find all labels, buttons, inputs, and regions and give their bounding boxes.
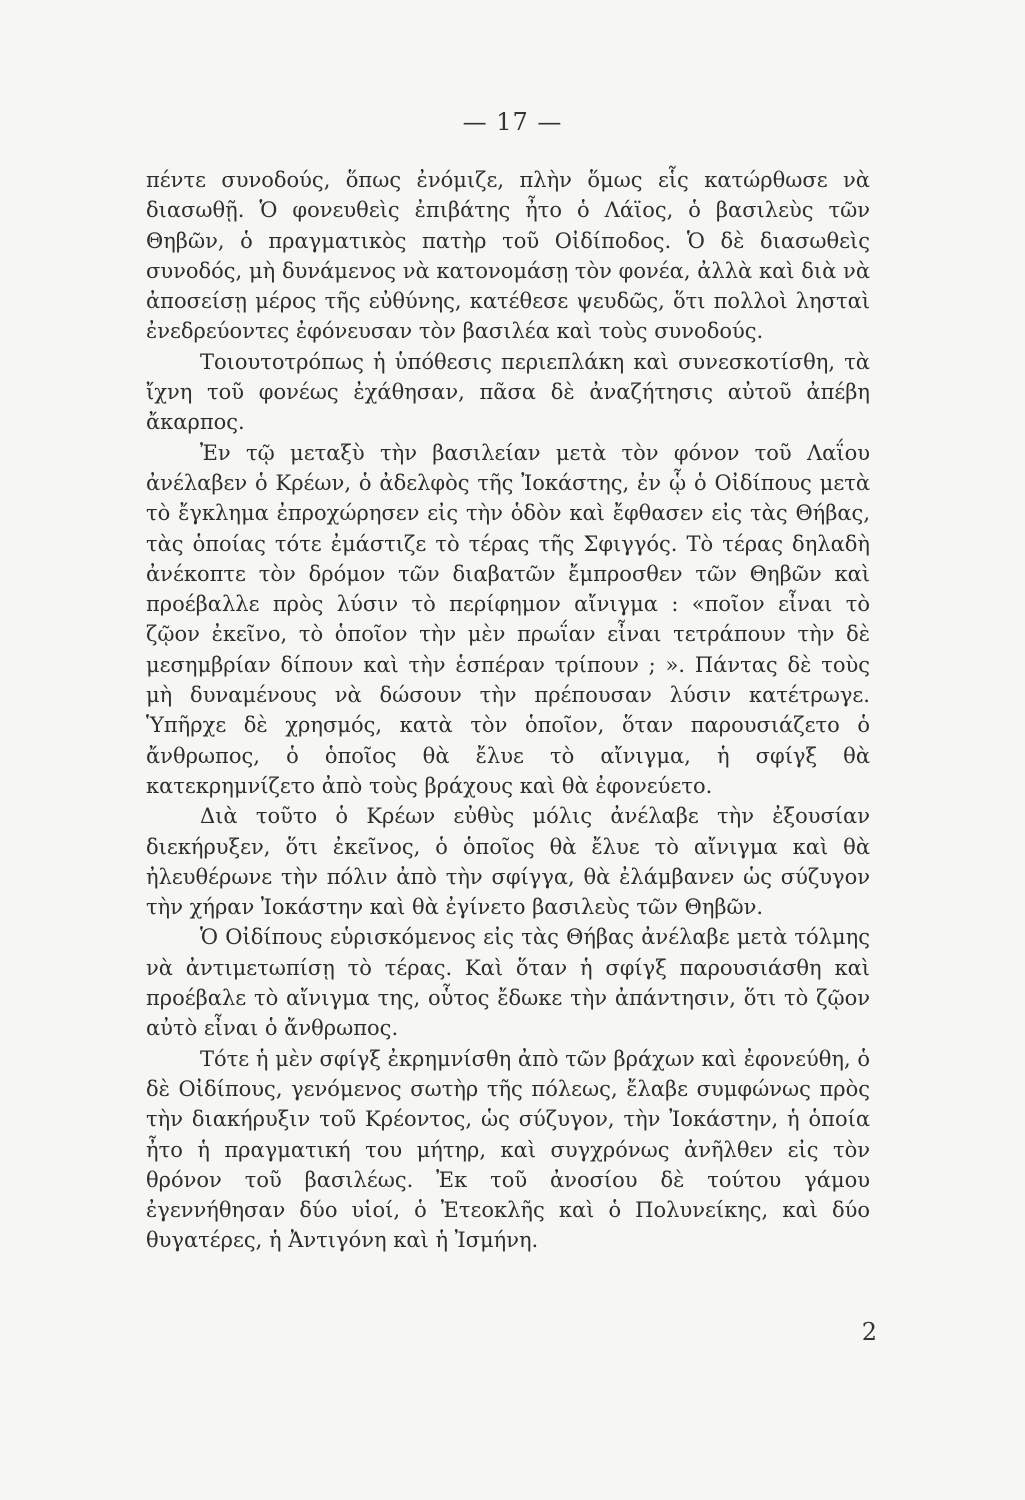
- body-text: [146, 165, 870, 1256]
- paragraph-1: πέντε συνοδούς, ὅπως ἐνόμιζε, πλὴν ὅμως εἷς κατώρθωσε νὰ διασωθῇ. Ὁ φονευθεὶς ἐπιβάτης ἦτο ὁ Λάϊος, ὁ βασιλεὺς τῶν Θηβῶν, ὁ πραγματικὸς πατὴρ τοῦ Οἰδίποδος. Ὁ δὲ διασωθεὶς συνοδός, μὴ δυνάμενος νὰ κατονομάσῃ τὸν φονέα, ἀλλὰ καὶ διὰ νὰ ἀποσείσῃ μέρος τῆς εὐθύνης, κατέθεσε ψευδῶς, ὅτι πολλοὶ λησταὶ ἐνεδρεύοντες ἐφόνευσαν τὸν βασιλέα καὶ τοὺς συνοδούς.: [146, 168, 870, 344]
- paragraph-5: Ὁ Οἰδίπους εὑρισκόμενος εἰς τὰς Θήβας ἀνέλαβε μετὰ τόλμης νὰ ἀντιμετωπίσῃ τὸ τέρας. Καὶ ὅταν ἡ σφίγξ παρουσιάσθη καὶ προέβαλε τὸ αἴνιγμα της, οὗτος ἔδωκε τὴν ἀπάντησιν, ὅτι τὸ ζῷον αὐτὸ εἶναι ὁ ἄνθρωπος.: [146, 925, 870, 1041]
- paragraph-2: Τοιουτοτρόπως ἡ ὑπόθεσις περιεπλάκη καὶ συνεσκοτίσθη, τὰ ἴχνη τοῦ φονέως ἐχάθησαν, πᾶσα δὲ ἀναζήτησις αὐτοῦ ἀπέβη ἄκαρπος.: [146, 349, 870, 435]
- paragraph-4: Διὰ τοῦτο ὁ Κρέων εὐθὺς μόλις ἀνέλαβε τὴν ἐξουσίαν διεκήρυξεν, ὅτι ἐκεῖνος, ὁ ὁποῖος θὰ ἔλυε τὸ αἴνιγμα καὶ θὰ ἠλευθέρωνε τὴν πόλιν ἀπὸ τὴν σφίγγα, θὰ ἐλάμβανεν ὡς σύζυγον τὴν χήραν Ἰοκάστην καὶ θὰ ἐγίνετο βασιλεὺς τῶν Θηβῶν.: [146, 804, 870, 920]
- signature-mark: 2: [861, 1318, 877, 1346]
- paragraph-6: Τότε ἡ μὲν σφίγξ ἐκρημνίσθη ἀπὸ τῶν βράχων καὶ ἐφονεύθη, ὁ δὲ Οἰδίπους, γενόμενος σωτὴρ τῆς πόλεως, ἔλαβε συμφώνως πρὸς τὴν διακήρυξιν τοῦ Κρέοντος, ὡς σύζυγον, τὴν Ἰοκάστην, ἡ ὁποία ἦτο ἡ πραγματική του μήτηρ, καὶ συγχρόνως ἀνῆλθεν εἰς τὸν θρόνον τοῦ βασιλέως. Ἐκ τοῦ ἀνοσίου δὲ τούτου γάμου ἐγεννήθησαν δύο υἱοί, ὁ Ἐτεοκλῆς καὶ ὁ Πολυνείκης, καὶ δύο θυγατέρες, ἡ Ἀντιγόνη καὶ ἡ Ἰσμήνη.: [146, 1046, 870, 1253]
- paragraph-3: Ἐν τῷ μεταξὺ τὴν βασιλείαν μετὰ τὸν φόνον τοῦ Λαΐου ἀνέλαβεν ὁ Κρέων, ὁ ἀδελφὸς τῆς Ἰοκάστης, ἐν ᾧ ὁ Οἰδίπους μετὰ τὸ ἔγκλημα ἐπροχώρησεν εἰς τὴν ὁδὸν καὶ ἔφθασεν εἰς τὰς Θήβας, τὰς ὁποίας τότε ἐμάστιζε τὸ τέρας τῆς Σφιγγός. Τὸ τέρας δηλαδὴ ἀνέκοπτε τὸν δρόμον τῶν διαβατῶν ἔμπροσθεν τῶν Θηβῶν καὶ προέβαλλε πρὸς λύσιν τὸ περίφημον αἴνιγμα : «ποῖον εἶναι τὸ ζῷον ἐκεῖνο, τὸ ὁποῖον τὴν μὲν πρωΐαν εἶναι τετράπουν τὴν δὲ μεσημβρίαν δίπουν καὶ τὴν ἑσπέραν τρίπουν ; ». Πάντας δὲ τοὺς μὴ δυναμένους νὰ δώσουν τὴν πρέπουσαν λύσιν κατέτρωγε. Ὑπῆρχε δὲ χρησμός, κατὰ τὸν ὁποῖον, ὅταν παρουσιάζετο ὁ ἄνθρωπος, ὁ ὁποῖος θὰ ἔλυε τὸ αἴνιγμα, ἡ σφίγξ θὰ κατεκρημνίζετο ἀπὸ τοὺς βράχους καὶ θὰ ἐφονεύετο.: [146, 440, 870, 798]
- page-number: — 17 —: [462, 108, 563, 136]
